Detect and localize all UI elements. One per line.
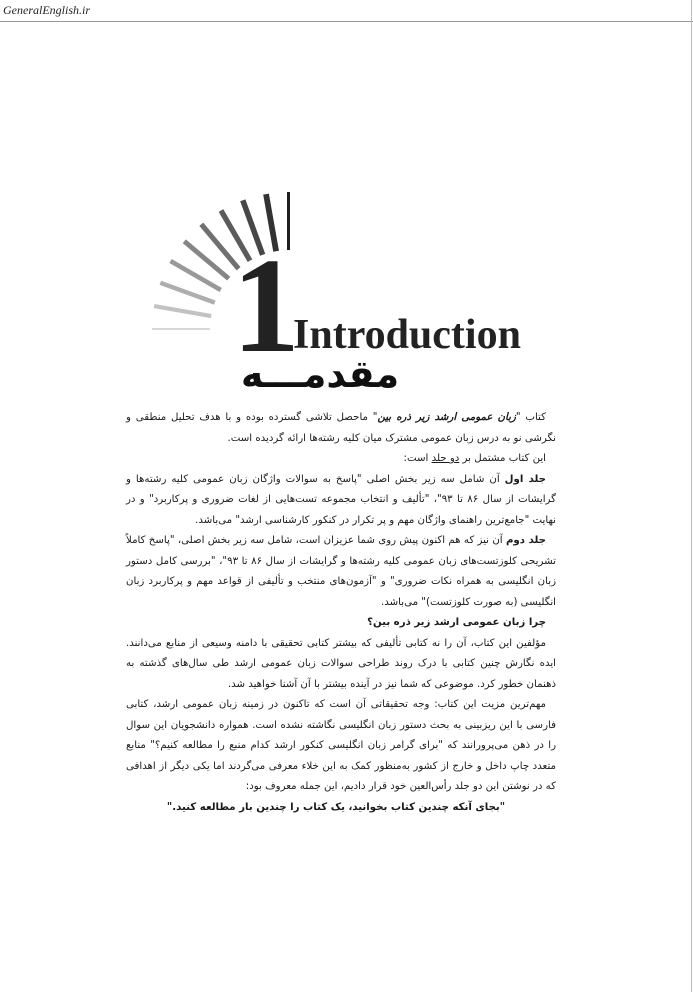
- intro-body: [126, 408, 556, 818]
- chapter-title-fa: مقدمـــه: [240, 352, 400, 396]
- paragraph-volume-one: جلد اول آن شامل سه زیر بخش اصلی "پاسخ به سوالات واژگان زبان عمومی کلیه رشته‌ها و گرایشات از سال ۸۶ تا ۹۳"، "تألیف و انتخاب مجموعه تست‌هایی از لغات ضروری و پرکاربرد" و در نهایت "جامع‌ترین راهنمای واژگان مهم و پر تکرار در کنکور کارشناسی ارشد" می‌باشد.: [126, 473, 556, 526]
- section-heading: چرا زبان عمومی ارشد زیر ذره بین؟: [367, 617, 546, 628]
- volume-two-label: جلد دوم: [505, 535, 546, 546]
- paragraph-volumes: این کتاب مشتمل بر دو جلد است:: [403, 453, 546, 464]
- two-volumes-underlined: دو جلد: [431, 453, 460, 464]
- paragraph-volume-two: جلد دوم آن نیز که هم اکنون پیش روی شما عزیزان است، شامل سه زیر بخش اصلی، "پاسخ کاملاً تشریحی کلوزتست‌های زبان عمومی کلیه رشته‌ها و گرایشات از سال ۸۶ تا ۹۳"، "بررسی کامل دستور زبان انگلیسی به همراه نکات ضروری" و "آزمون‌های منتخب و تألیفی از قواعد مهم و پرکاربرد زبان انگلیسی (به صورت کلوزتست)" می‌باشد.: [126, 535, 556, 608]
- volume-one-label: جلد اول: [504, 473, 546, 485]
- motto-quote: "بجای آنکه چندین کتاب بخوانید، یک کتاب را چندین بار مطالعه کنید.": [166, 801, 506, 813]
- decoration-ray: [154, 306, 211, 316]
- chapter-title-en: Introduction: [293, 312, 521, 358]
- book-title: زبان عمومی ارشد زیر ذره بین: [377, 412, 516, 423]
- top-border: [0, 21, 693, 22]
- right-border: [691, 0, 692, 992]
- site-watermark: GeneralEnglish.ir: [3, 3, 90, 17]
- paragraph-book-intro: کتاب "زبان عمومی ارشد زیر ذره بین" ماحصل تلاشی گسترده بوده و با هدف تحلیل منطقی و نگرشی نو به درس زبان عمومی مشترک میان کلیه رشته‌ها ارائه گردیده است.: [126, 412, 556, 444]
- chapter-number: 1: [232, 231, 296, 381]
- paragraph-advantage: مهم‌ترین مزیت این کتاب: وجه تحقیقاتی آن است که تاکنون در زمینه زبان عمومی ارشد، کتابی فارسی با این ریزبینی به بحث دستور زبان انگلیسی نگاشته نشده است. همواره دانشجویان این سوال را در ذهن می‌پرورانند که "برای گرامر زبان انگلیسی کنکور ارشد کدام منبع را مطالعه کنیم؟" منابع متعدد چاپ داخل و خارج از کشور به‌منظور کمک به این خلاء معرفی می‌گردند اما یکی دیگر از اهدافی که در نوشتن این دو جلد رأس‌العین خود قرار دادیم، این جمله معروف بود:: [126, 699, 556, 792]
- paragraph-authors: مؤلفین این کتاب، آن را نه کتابی تألیفی که بیشتر کتابی تحقیقی با دامنه وسیعی از منابع می‌دانند. ایده نگارش چنین کتابی با درک روند طراحی سوالات زبان عمومی ارشد طی سال‌های گذشته به ذهنمان خطور کرد. موضوعی که شما نیز در آینده بیشتر با آن آشنا خواهید شد.: [126, 637, 556, 690]
- decoration-ray: [160, 283, 215, 303]
